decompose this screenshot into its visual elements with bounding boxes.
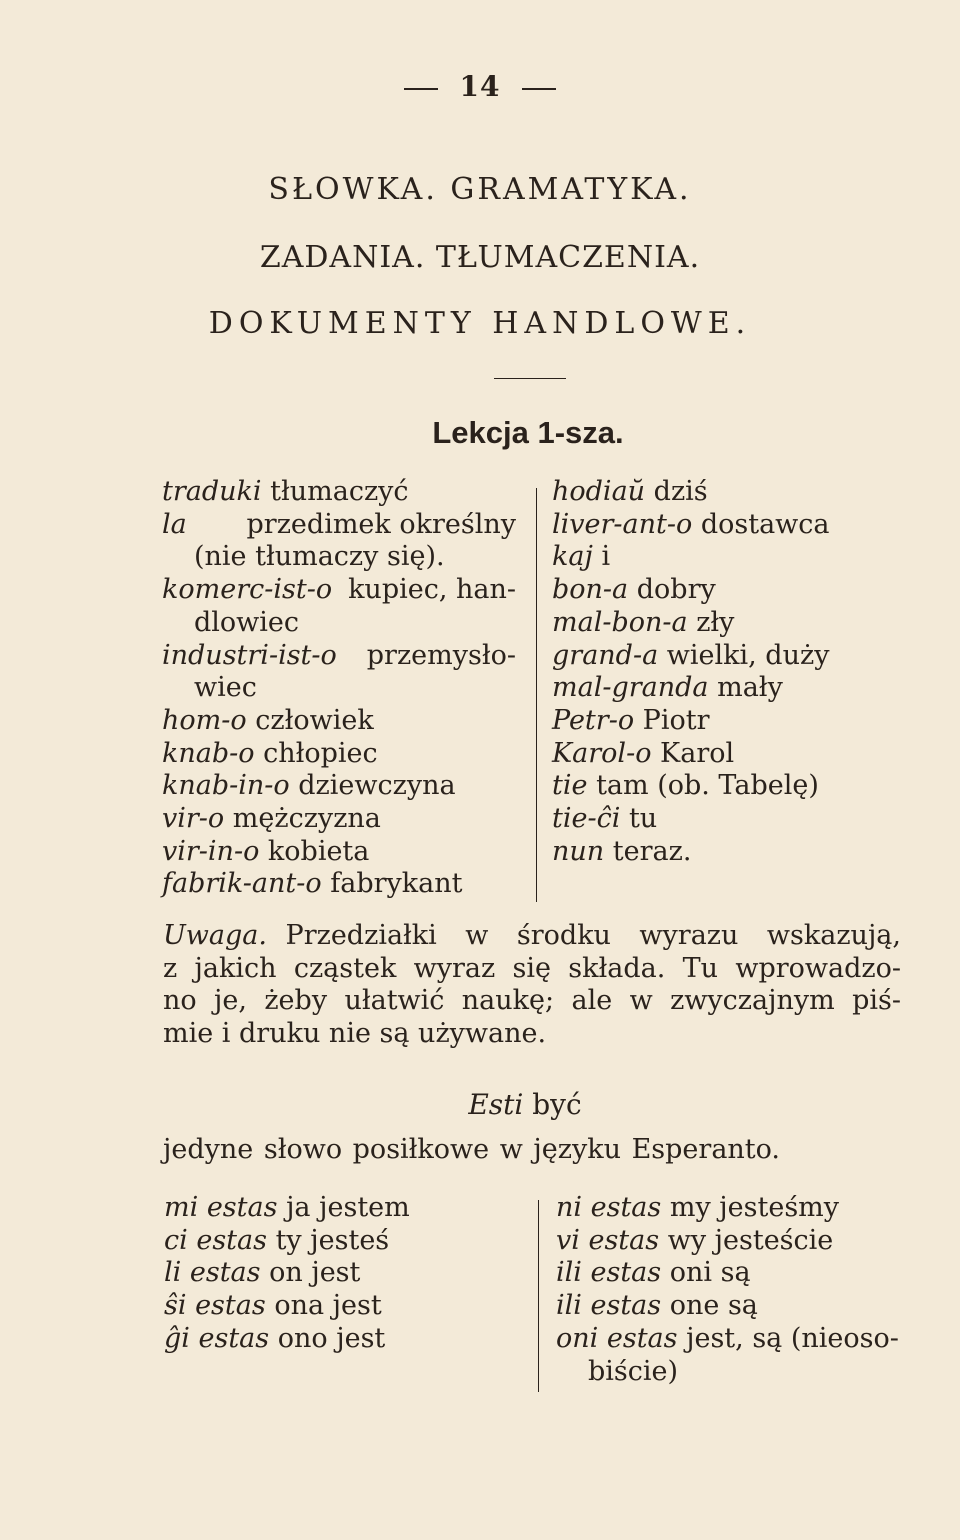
pl-translation: Piotr xyxy=(642,704,710,736)
section-rule xyxy=(494,378,566,379)
pl-translation: Karol xyxy=(660,737,735,769)
conj-entry xyxy=(164,1290,504,1323)
note-text: no je, żeby ułatwić naukę; ale w zwyczajnym piś- xyxy=(163,985,901,1017)
column-divider xyxy=(536,488,537,902)
vocab-entry xyxy=(162,640,516,673)
vocab-entry xyxy=(162,803,516,836)
pl-translation: kupiec, han- xyxy=(348,574,516,606)
eo-word: mal-granda xyxy=(552,672,709,704)
vocab-entry xyxy=(162,574,516,607)
note-text: z jakich cząstek wyraz się składa. Tu wprowadzo- xyxy=(163,952,901,984)
pl-translation: ty jesteś xyxy=(275,1224,390,1256)
conj-entry xyxy=(164,1192,504,1225)
note-line xyxy=(163,920,901,953)
esti-word: Esti xyxy=(468,1088,524,1121)
conjugation-singular xyxy=(164,1192,504,1356)
pl-translation: tłumaczyć xyxy=(270,476,409,507)
vocab-entry xyxy=(162,509,516,542)
vocab-entry xyxy=(552,541,932,574)
note-paragraph xyxy=(163,920,901,1051)
vocab-entry-continuation xyxy=(162,541,516,574)
eo-word: industri-ist-o xyxy=(162,639,337,671)
pl-translation: mężczyzna xyxy=(232,803,381,835)
pl-translation: ja jestem xyxy=(286,1192,410,1223)
pl-translation: tu xyxy=(628,803,658,835)
note-line xyxy=(163,1018,901,1051)
pl-translation: tam (ob. Tabelę) xyxy=(596,770,819,802)
esti-meaning: być xyxy=(532,1088,582,1121)
eo-form: ili estas xyxy=(556,1257,662,1289)
eo-word: la xyxy=(162,508,187,540)
note-label: Uwaga. xyxy=(163,920,267,951)
pl-translation: dziewczyna xyxy=(298,770,456,802)
pl-translation: dostawca xyxy=(700,508,830,540)
vocab-entry xyxy=(552,640,932,673)
conj-entry xyxy=(556,1225,936,1258)
conj-entry xyxy=(164,1225,504,1258)
eo-form: li estas xyxy=(164,1257,261,1289)
pl-translation: fabrykant xyxy=(330,868,463,900)
eo-word: hom-o xyxy=(162,704,247,736)
eo-form: mi estas xyxy=(164,1192,278,1223)
vocab-entry xyxy=(162,705,516,738)
pl-translation: zły xyxy=(696,606,735,638)
pl-translation: kobieta xyxy=(267,835,370,867)
note-line xyxy=(163,985,901,1018)
page-number-text: 14 xyxy=(459,70,501,103)
column-divider xyxy=(538,1200,539,1392)
eo-word: fabrik-ant-o xyxy=(162,868,322,900)
vocab-right-column xyxy=(552,476,932,868)
vocab-entry-continuation xyxy=(162,672,516,705)
dash-right xyxy=(522,88,556,90)
vocab-entry xyxy=(162,836,516,869)
eo-form: ili estas xyxy=(556,1290,662,1322)
note-line xyxy=(163,953,901,986)
pl-translation: oni są xyxy=(669,1257,751,1289)
note-text: Przedziałki w środku wyrazu wskazują, xyxy=(285,920,901,951)
pl-translation: przedimek określny xyxy=(246,508,516,540)
vocab-entry xyxy=(552,738,932,771)
conjugation-plural xyxy=(556,1192,936,1388)
vocab-entry xyxy=(552,836,932,869)
pl-translation: (nie tłumaczy się). xyxy=(194,541,445,573)
vocab-entry xyxy=(162,868,516,901)
heading-line-3: DOKUMENTY HANDLOWE. xyxy=(208,306,752,341)
eo-form: ĝi estas xyxy=(164,1322,270,1354)
pl-translation: on jest xyxy=(269,1257,361,1289)
eo-form: ni estas xyxy=(556,1192,662,1223)
vocab-entry xyxy=(552,705,932,738)
pl-translation: teraz. xyxy=(612,835,692,867)
eo-form: vi estas xyxy=(556,1224,660,1256)
page-number xyxy=(0,70,960,103)
eo-form: ŝi estas xyxy=(164,1290,266,1322)
pl-translation: chłopiec xyxy=(263,737,378,769)
dash-left xyxy=(404,88,438,90)
pl-translation: mały xyxy=(717,672,783,704)
eo-word: Petr-o xyxy=(552,704,635,736)
vocab-entry xyxy=(552,607,932,640)
pl-translation: dlowiec xyxy=(194,606,300,638)
conj-entry xyxy=(556,1257,936,1290)
eo-word: liver-ant-o xyxy=(552,508,693,540)
conj-entry xyxy=(164,1323,504,1356)
pl-translation: przemysło- xyxy=(366,639,516,671)
conj-entry xyxy=(164,1257,504,1290)
vocab-entry xyxy=(162,770,516,803)
conj-entry xyxy=(556,1290,936,1323)
lesson-title: Lekcja 1-sza. xyxy=(432,415,624,450)
pl-translation: ono jest xyxy=(277,1322,386,1354)
pl-translation: biście) xyxy=(588,1355,679,1387)
pl-translation: i xyxy=(601,541,611,573)
vocab-entry xyxy=(162,476,516,509)
vocab-entry xyxy=(162,738,516,771)
vocab-left-column xyxy=(162,476,516,901)
eo-word: traduki xyxy=(162,476,262,507)
esti-subtitle: jedyne słowo posiłkowe w języku Esperanto. xyxy=(163,1134,781,1165)
eo-word: tie-ĉi xyxy=(552,803,621,835)
eo-word: knab-o xyxy=(162,737,255,769)
eo-word: mal-bon-a xyxy=(552,606,688,638)
vocab-entry-continuation xyxy=(162,607,516,640)
pl-translation: ona jest xyxy=(274,1290,382,1322)
eo-word: bon-a xyxy=(552,574,629,606)
eo-word: hodiaŭ xyxy=(552,476,646,507)
eo-word: knab-in-o xyxy=(162,770,290,802)
pl-translation: my jesteśmy xyxy=(669,1192,840,1223)
pl-translation: wy jesteście xyxy=(667,1224,834,1256)
pl-translation: wielki, duży xyxy=(666,639,830,671)
conj-entry-continuation xyxy=(556,1356,936,1389)
pl-translation: dziś xyxy=(653,476,708,507)
eo-word: Karol-o xyxy=(552,737,652,769)
conj-entry xyxy=(556,1192,936,1225)
eo-word: grand-a xyxy=(552,639,659,671)
eo-word: tie xyxy=(552,770,588,802)
esti-heading xyxy=(0,1088,960,1121)
pl-translation: one są xyxy=(669,1290,758,1322)
vocab-entry xyxy=(552,672,932,705)
eo-word: vir-in-o xyxy=(162,835,260,867)
eo-form: oni estas xyxy=(556,1322,678,1354)
vocab-entry xyxy=(552,770,932,803)
eo-word: nun xyxy=(552,835,605,867)
note-text: mie i druku nie są używane. xyxy=(163,1018,547,1050)
eo-word: vir-o xyxy=(162,803,225,835)
pl-translation: jest, są (nieoso- xyxy=(686,1322,899,1354)
heading-line-1: SŁOWKA. GRAMATYKA. xyxy=(268,172,692,207)
eo-form: ci estas xyxy=(164,1224,267,1256)
vocab-entry xyxy=(552,574,932,607)
pl-translation: człowiek xyxy=(255,704,374,736)
pl-translation: wiec xyxy=(194,672,257,704)
pl-translation: dobry xyxy=(636,574,716,606)
heading-line-2: ZADANIA. TŁUMACZENIA. xyxy=(259,240,701,275)
conj-entry xyxy=(556,1323,936,1356)
vocab-entry xyxy=(552,509,932,542)
vocab-entry xyxy=(552,803,932,836)
eo-word: kaj xyxy=(552,541,593,573)
eo-word: komerc-ist-o xyxy=(162,574,333,606)
vocab-entry xyxy=(552,476,932,509)
